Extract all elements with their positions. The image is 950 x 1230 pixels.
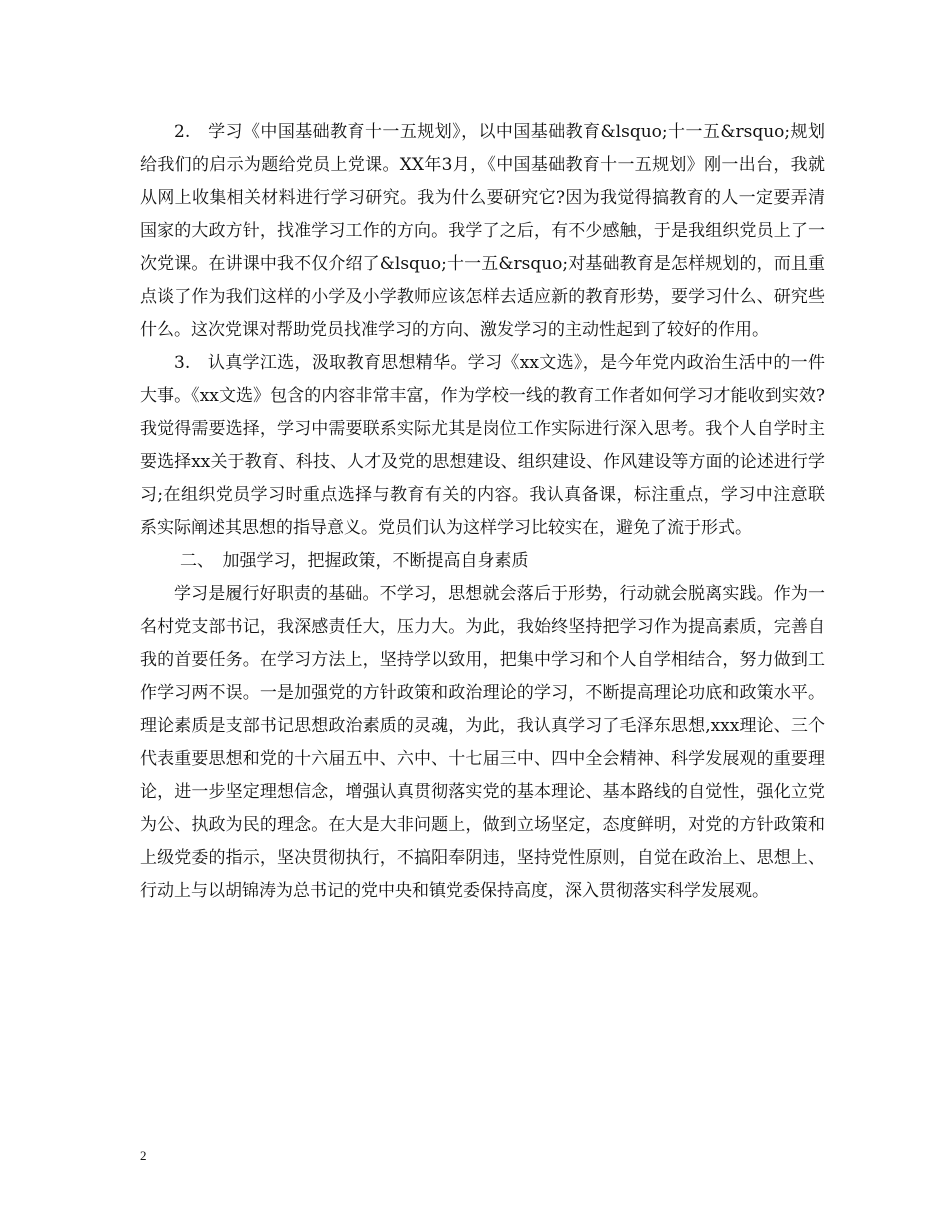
paragraph-section-3: 3. 认真学江选，汲取教育思想精华。学习《xx文选》，是今年党内政治生活中的一件大事。《xx文选》包含的内容非常丰富，作为学校一线的教育工作者如何学习才能收到实效?我觉得需要选择，学习中需要联系实际尤其是岗位工作实际进行深入思考。我个人自学时主要选择xx关于教育、科技、人才及党的思想建设、组织建设、作风建设等方面的论述进行学习;在组织党员学习时重点选择与教育有关的内容。我认真备课，标注重点，学习中注意联系实际阐述其思想的指导意义。党员们认为这样学习比较实在，避免了流于形式。 [140, 353, 825, 538]
paragraph-section-2: 2. 学习《中国基础教育十一五规划》，以中国基础教育&lsquo;十一五&rsquo;规划给我们的启示为题给党员上党课。XX年3月，《中国基础教育十一五规划》刚一出台，我就从网上收集相关材料进行学习研究。我为什么要研究它?因为我觉得搞教育的人一定要弄清国家的大政方针，找准学习工作的方向。我学了之后，有不少感触，于是我组织党员上了一次党课。在讲课中我不仅介绍了&lsquo;十一五&rsquo;对基础教育是怎样规划的，而且重点谈了作为我们这样的小学及小学教师应该怎样去适应新的教育形势，要学习什么、研究些什么。这次党课对帮助党员找准学习的方向、激发学习的主动性起到了较好的作用。 [140, 122, 825, 340]
body-text [140, 116, 825, 908]
page-number: 2 [140, 1148, 147, 1163]
paragraph-study: 学习是履行好职责的基础。不学习，思想就会落后于形势，行动就会脱离实践。作为一名村党支部书记，我深感责任大，压力大。为此，我始终坚持把学习作为提高素质，完善自我的首要任务。在学习方法上，坚持学以致用，把集中学习和个人自学相结合，努力做到工作学习两不误。一是加强党的方针政策和政治理论的学习，不断提高理论功底和政策水平。理论素质是支部书记思想政治素质的灵魂，为此，我认真学习了毛泽东思想,xxx理论、三个代表重要思想和党的十六届五中、六中、十七届三中、四中全会精神、科学发展观的重要理论，进一步坚定理想信念，增强认真贯彻落实党的基本理论、基本路线的自觉性，强化立党为公、执政为民的理念。在大是大非问题上，做到立场坚定，态度鲜明，对党的方针政策和上级党委的指示，坚决贯彻执行，不搞阳奉阴违，坚持党性原则，自觉在政治上、思想上、行动上与以胡锦涛为总书记的党中央和镇党委保持高度，深入贯彻落实科学发展观。 [140, 584, 825, 901]
section-heading: 二、 加强学习，把握政策，不断提高自身素质 [180, 551, 529, 571]
